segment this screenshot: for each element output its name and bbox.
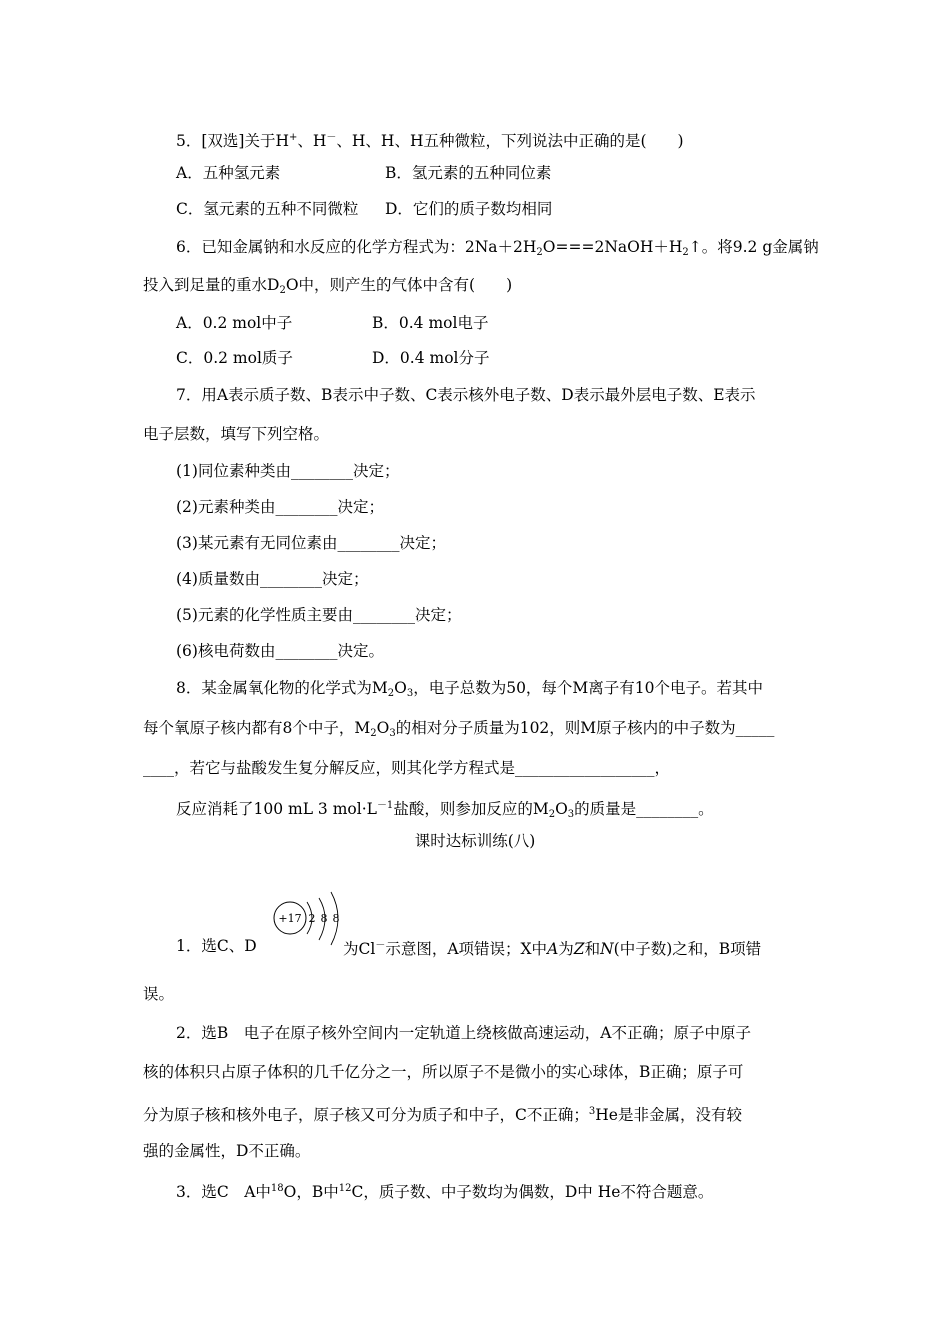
answers-title: 课时达标训练(八) <box>414 832 536 850</box>
q5-option-d: D．它们的质子数均相同 <box>385 200 553 218</box>
q5-stem: 5．[双选]关于H+、H－、H、H、H五种微粒，下列说法中正确的是( ) <box>176 132 684 150</box>
q7-stem-line1: 7．用A表示质子数、B表示中子数、C表示核外电子数、D表示最外层电子数、E表示 <box>176 386 756 404</box>
q8-line2: 每个氧原子核内都有8个中子，$M_2O_3$的相对分子质量为102，则M原子核内的中子数为_____ <box>143 719 775 739</box>
q7-stem-line2: 电子层数，填写下列空格。 <box>143 425 330 443</box>
answer3-line: 3．选C A中$^{18}$O，B中$^{12}$C，质子数、中子数均为偶数，D中 He不符合题意。 <box>176 1183 714 1201</box>
q7-item: (3)某元素有无同位素由________决定； <box>176 534 446 552</box>
q6-option-d: D．0.4 mol分子 <box>372 349 490 367</box>
q8-line4: 反应消耗了100 mL 3 $mol\cdot L^{-1}$盐酸，则参加反应的$M_2O_3$的质量是________。 <box>176 800 714 820</box>
q6-stem-line2: 投入到足量的重水$D_2O$中，则产生的气体中含有( ) <box>143 276 513 296</box>
shell-electron-count: 2 <box>308 912 316 925</box>
answer1-line1: 为Cl－示意图，A项错误；X中A为Z和N(中子数)之和，B项错 <box>343 940 762 958</box>
q5-option-c: C．氢元素的五种不同微粒 <box>176 200 359 218</box>
q7-item: (1)同位素种类由________决定； <box>176 462 400 480</box>
answer2-line2: 核的体积只占原子体积的几千亿分之一，所以原子不是微小的实心球体，B正确；原子可 <box>143 1063 744 1081</box>
q6-option-a: A．0.2 mol中子 <box>176 314 293 332</box>
q6-option-b: B．0.4 mol电子 <box>372 314 489 332</box>
q7-item: (6)核电荷数由________决定。 <box>176 642 384 660</box>
q8-line3: ____，若它与盐酸发生复分解反应，则其化学方程式是__________________， <box>143 759 671 777</box>
answer1-line2: 误。 <box>143 985 175 1003</box>
q7-item: (5)元素的化学性质主要由________决定； <box>176 606 462 624</box>
q7-item: (2)元素种类由________决定； <box>176 498 384 516</box>
q6-stem-line1: 6．已知金属钠和水反应的化学方程式为：$2Na+2H_2O===2NaOH+H_2↑$。将9.2 g金属钠 <box>176 238 819 258</box>
q6-option-c: C．0.2 mol质子 <box>176 349 293 367</box>
q5-option-a: A．五种氢元素 <box>176 164 281 182</box>
answer2-line4: 强的金属性，D不正确。 <box>143 1142 311 1160</box>
q5-option-b: B．氢元素的五种同位素 <box>385 164 552 182</box>
answer2-line3: 分为原子核和核外电子，原子核又可分为质子和中子，C不正确；$^3$He是非金属，没有较 <box>143 1106 742 1124</box>
answer1-prefix: 1．选C、D <box>176 937 273 955</box>
shell-electron-count: 8 <box>320 912 328 925</box>
q7-item: (4)质量数由________决定； <box>176 570 369 588</box>
answer2-line1: 2．选B 电子在原子核外空间内一定轨道上绕核做高速运动，A不正确；原子中原子 <box>176 1024 751 1042</box>
shell-electron-count: 8 <box>332 912 340 925</box>
nucleus-charge: +17 <box>278 912 302 925</box>
q8-line1: 8．某金属氧化物的化学式为$M_2O_3$，电子总数为50，每个M离子有10个电子。若其中 <box>176 679 764 699</box>
chloride-ion-structure-diagram <box>270 888 350 948</box>
